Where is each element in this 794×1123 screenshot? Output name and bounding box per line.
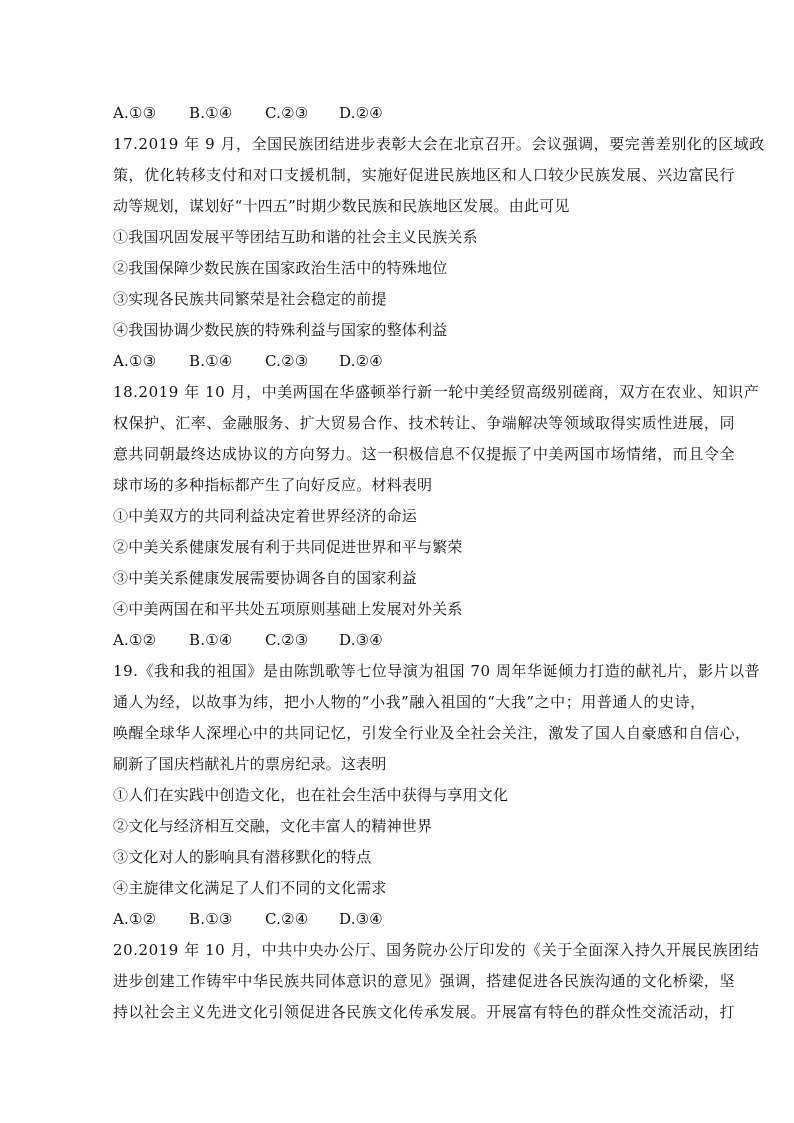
q17-stem-line: 动等规划，谋划好“十四五”时期少数民族和民族地区发展。由此可见 bbox=[113, 197, 570, 215]
q19-stem-line: 唤醒全球华人深埋心中的共同记忆，引发全行业及全社会关注，激发了国人自豪感和自信心， bbox=[113, 724, 751, 742]
q19-options bbox=[113, 904, 683, 935]
option-a: A.①③ bbox=[113, 352, 157, 370]
q19-stem-line: 19.《我和我的祖国》是由陈凯歌等七位导演为祖国 70 周年华诞倾力打造的献礼片，影片以普 bbox=[113, 662, 761, 680]
option-b: B.①④ bbox=[189, 104, 233, 122]
q19-item: ②文化与经济相互交融，文化丰富人的精神世界 bbox=[113, 817, 433, 835]
q17-stem-line: 17.2019 年 9 月，全国民族团结进步表彰大会在北京召开。会议强调，要完善差别化的区域政 bbox=[113, 135, 765, 153]
q18-item: ②中美关系健康发展有利于共同促进世界和平与繁荣 bbox=[113, 538, 463, 556]
option-b: B.①④ bbox=[189, 631, 233, 649]
q17-options bbox=[113, 346, 683, 377]
option-d: D.③④ bbox=[339, 631, 383, 649]
q17-item: ②我国保障少数民族在国家政治生活中的特殊地位 bbox=[113, 259, 448, 277]
q17-item: ④我国协调少数民族的特殊利益与国家的整体利益 bbox=[113, 321, 448, 339]
q16-options bbox=[113, 98, 683, 129]
option-d: D.②④ bbox=[339, 352, 383, 370]
q19-item: ③文化对人的影响具有潜移默化的特点 bbox=[113, 848, 372, 866]
option-c: C.②③ bbox=[265, 104, 309, 122]
q20-stem-line: 20.2019 年 10 月，中共中央办公厅、国务院办公厅印发的《关于全面深入持久开展民族团结 bbox=[113, 941, 760, 959]
q20-stem-line: 进步创建工作铸牢中华民族共同体意识的意见》强调，搭建促进各民族沟通的文化桥梁，坚 bbox=[113, 972, 736, 990]
option-c: C.②③ bbox=[265, 352, 309, 370]
q19-stem-line: 刷新了国庆档献礼片的票房纪录。这表明 bbox=[113, 755, 387, 773]
q18-item: ④中美两国在和平共处五项原则基础上发展对外关系 bbox=[113, 600, 463, 618]
option-c: C.②③ bbox=[265, 631, 309, 649]
q17-item: ①我国巩固发展平等团结互助和谐的社会主义民族关系 bbox=[113, 228, 478, 246]
option-a: A.①② bbox=[113, 631, 157, 649]
exam-page bbox=[113, 98, 765, 1028]
option-b: B.①④ bbox=[189, 352, 233, 370]
option-d: D.②④ bbox=[339, 104, 383, 122]
q17-item: ③实现各民族共同繁荣是社会稳定的前提 bbox=[113, 290, 387, 308]
q19-stem-line: 通人为经，以故事为纬，把小人物的“小我”融入祖国的“大我”之中；用普通人的史诗， bbox=[113, 693, 706, 711]
q18-stem-line: 球市场的多种指标都产生了向好反应。材料表明 bbox=[113, 476, 433, 494]
q18-stem-line: 权保护、汇率、金融服务、扩大贸易合作、技术转让、争端解决等领域取得实质性进展，同 bbox=[113, 414, 736, 432]
option-a: A.①② bbox=[113, 910, 157, 928]
q19-item: ①人们在实践中创造文化，也在社会生活中获得与享用文化 bbox=[113, 786, 509, 804]
q18-item: ③中美关系健康发展需要协调各自的国家利益 bbox=[113, 569, 418, 587]
q18-item: ①中美双方的共同利益决定着世界经济的命运 bbox=[113, 507, 418, 525]
q17-stem-line: 策，优化转移支付和对口支援机制，实施好促进民族地区和人口较少民族发展、兴边富民行 bbox=[113, 166, 736, 184]
option-c: C.②④ bbox=[265, 910, 309, 928]
option-b: B.①③ bbox=[189, 910, 233, 928]
q18-stem-line: 18.2019 年 10 月，中美两国在华盛顿举行新一轮中美经贸高级别磋商，双方在农业、知识产 bbox=[113, 383, 760, 401]
q18-stem-line: 意共同朝最终达成协议的方向努力。这一积极信息不仅提振了中美两国市场情绪，而且令全 bbox=[113, 445, 736, 463]
q20-stem-line: 持以社会主义先进文化引领促进各民族文化传承发展。开展富有特色的群众性交流活动，打 bbox=[113, 1003, 736, 1021]
q19-item: ④主旋律文化满足了人们不同的文化需求 bbox=[113, 879, 387, 897]
option-a: A.①③ bbox=[113, 104, 157, 122]
q18-options bbox=[113, 625, 683, 656]
option-d: D.③④ bbox=[339, 910, 383, 928]
